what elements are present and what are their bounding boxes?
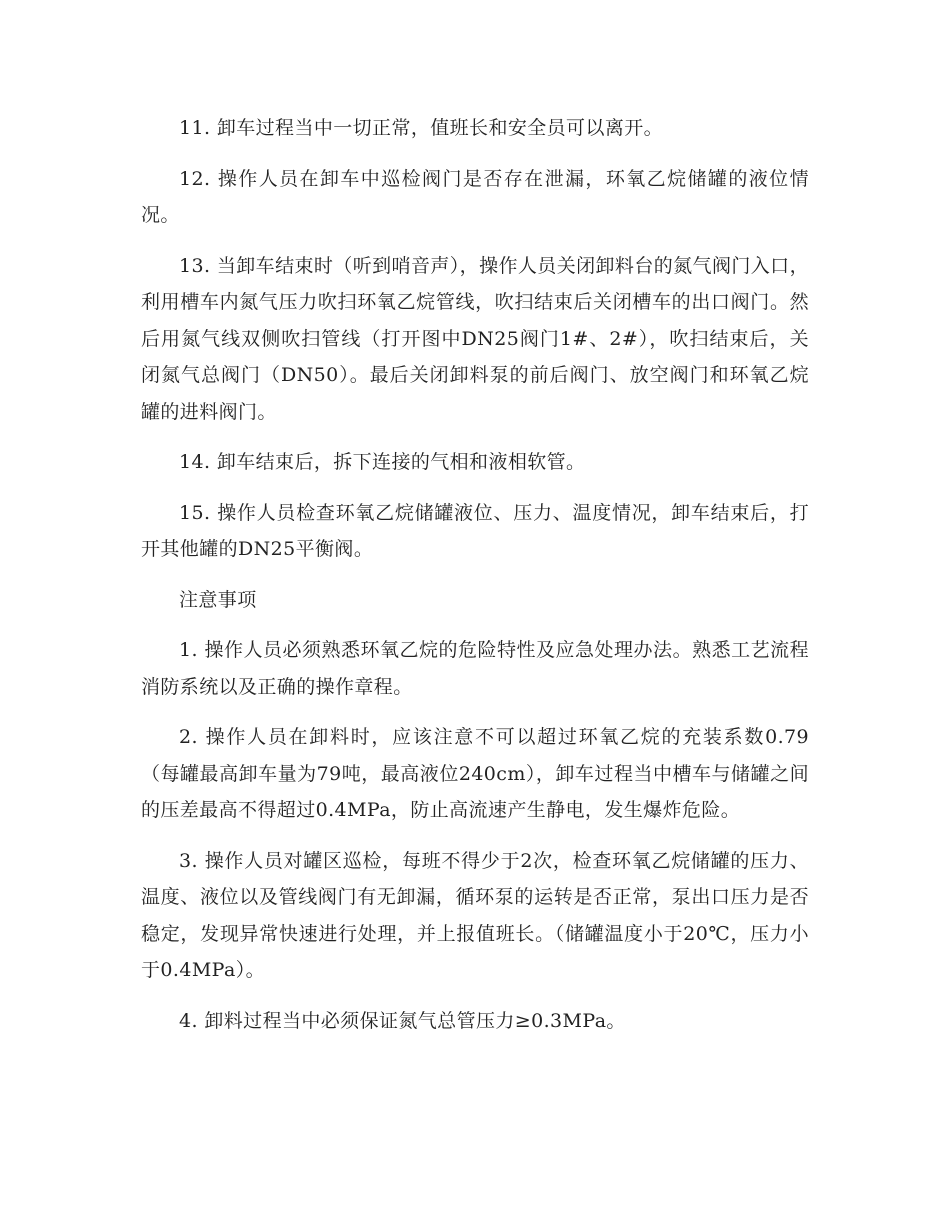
note-2-paragraph: 2. 操作人员在卸料时，应该注意不可以超过环氧乙烷的充装系数0.79（每罐最高卸车量为79吨，最高液位240cm），卸车过程当中槽车与储罐之间的压差最高不得超过0.4MPa，防止高流速产生静电，发生爆炸危险。 xyxy=(141,726,809,821)
note-3-paragraph: 3. 操作人员对罐区巡检，每班不得少于2次，检查环氧乙烷储罐的压力、温度、液位以及管线阀门有无卸漏，循环泵的运转是否正常，泵出口压力是否稳定，发现异常快速进行处理，并上报值班长。（储罐温度小于20℃，压力小于0.4MPa）。 xyxy=(141,849,809,981)
step-11-paragraph: 11. 卸车过程当中一切正常，值班长和安全员可以离开。 xyxy=(179,117,664,139)
step-12-paragraph: 12. 操作人员在卸车中巡检阀门是否存在泄漏，环氧乙烷储罐的液位情况。 xyxy=(141,167,809,226)
notes-heading: 注意事项 xyxy=(179,588,257,611)
note-1-paragraph: 1. 操作人员必须熟悉环氧乙烷的危险特性及应急处理办法。熟悉工艺流程消防系统以及正确的操作章程。 xyxy=(141,639,809,698)
note-4-paragraph: 4. 卸料过程当中必须保证氮气总管压力≥0.3MPa。 xyxy=(179,1009,626,1032)
step-14-paragraph: 14. 卸车结束后，拆下连接的气相和液相软管。 xyxy=(179,451,586,473)
step-15-paragraph: 15. 操作人员检查环氧乙烷储罐液位、压力、温度情况，卸车结束后，打开其他罐的DN25平衡阀。 xyxy=(141,501,809,560)
step-13-paragraph: 13. 当卸车结束时（听到哨音声），操作人员关闭卸料台的氮气阀门入口，利用槽车内氮气压力吹扫环氧乙烷管线，吹扫结束后关闭槽车的出口阀门。然后用氮气线双侧吹扫管线（打开图中DN25阀门1#、2#），吹扫结束后，关闭氮气总阀门（DN50）。最后关闭卸料泵的前后阀门、放空阀门和环氧乙烷罐的进料阀门。 xyxy=(141,254,809,423)
document-body xyxy=(141,110,809,1053)
